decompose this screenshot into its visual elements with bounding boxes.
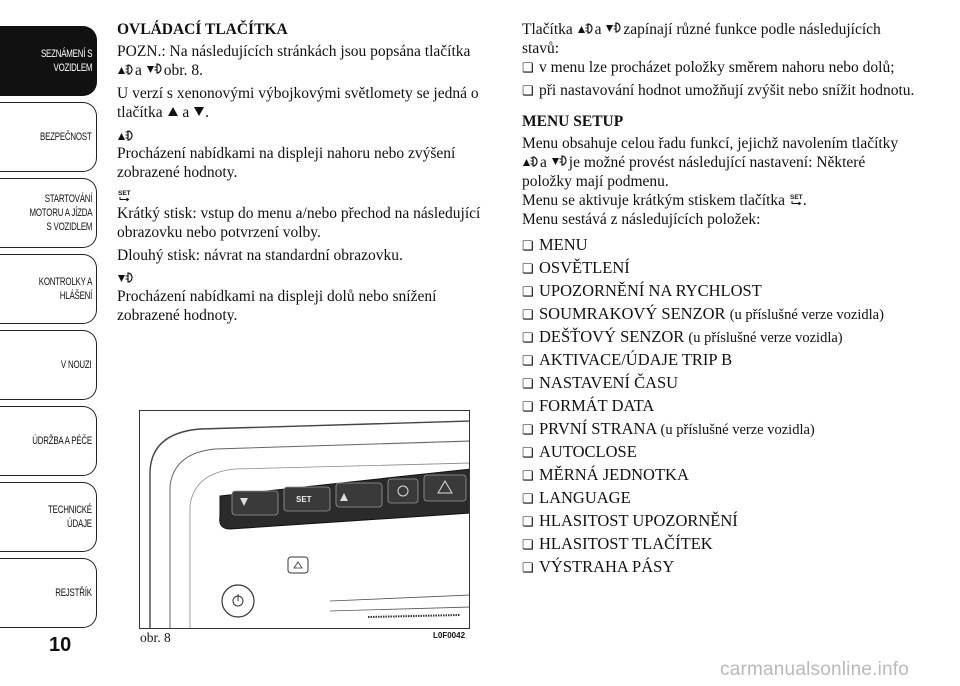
list-item: ❏ FORMÁT DATA: [522, 396, 917, 418]
set-short-description: Krátký stisk: vstup do menu a/nebo přechod na následující obrazovku nebo potvrzení volby.: [117, 205, 481, 241]
down-button-icon: [146, 62, 164, 76]
figure-caption: obr. 8: [140, 630, 171, 645]
left-column: [117, 20, 489, 329]
setup-paragraph: Menu obsahuje celou řadu funkcí, jejichž navolením tlačítky a je možné provést následující nastavení: Některé položky mají podmenu.: [522, 135, 899, 190]
list-item: ❏ LANGUAGE: [522, 488, 917, 510]
right-column: [522, 20, 917, 580]
up-button-icon: [577, 21, 595, 35]
note-paragraph: POZN.: Na následujících stránkách jsou popsána tlačítka a obr. 8.: [117, 43, 471, 79]
dashboard-illustration: [140, 411, 470, 629]
set-button-icon: [789, 192, 803, 206]
set-long-description: Dlouhý stisk: návrat na standardní obrazovku.: [117, 247, 403, 264]
list-item: ❏ v menu lze procházet položky směrem nahoru nebo dolů;: [522, 58, 917, 77]
up-button-icon: [117, 62, 135, 76]
list-item: ❏ PRVNÍ STRANA (u příslušné verze vozidla): [522, 419, 917, 441]
activate-paragraph: Menu se aktivuje krátkým stiskem tlačítka .: [522, 192, 807, 209]
tab-kontrolky[interactable]: KONTROLKY A HLÁŠENÍ: [0, 254, 97, 324]
up-button-icon: [117, 127, 135, 143]
triangle-down-icon: [193, 104, 205, 118]
dashboard-buttons-figure: [139, 410, 470, 629]
list-item: ❏ MENU: [522, 235, 917, 257]
list-item: ❏ AKTIVACE/ÚDAJE TRIP B: [522, 350, 917, 372]
list-item: ❏ MĚRNÁ JEDNOTKA: [522, 465, 917, 487]
down-button-icon: [551, 154, 569, 168]
up-button-icon: [522, 154, 540, 168]
tab-rejstrik[interactable]: REJSTŘÍK: [0, 558, 97, 628]
xenon-paragraph: U verzí s xenonovými výbojkovými světlomety se jedná o tlačítka a .: [117, 85, 479, 121]
list-item: ❏ HLASITOST TLAČÍTEK: [522, 534, 917, 556]
tab-startovani[interactable]: STARTOVÁNÍ MOTORU A JÍZDA S VOZIDLEM: [0, 178, 97, 248]
down-button-icon: [117, 270, 135, 286]
page-number: 10: [49, 634, 72, 656]
set-button-icon: [117, 187, 131, 203]
list-item: ❏ HLASITOST UPOZORNĚNÍ: [522, 511, 917, 533]
list-item: ❏ OSVĚTLENÍ: [522, 258, 917, 280]
list-item: ❏ NASTAVENÍ ČASU: [522, 373, 917, 395]
menu-items-list: [522, 235, 917, 579]
triangle-up-icon: [167, 104, 179, 118]
tab-seznameni[interactable]: SEZNÁMENÍ S VOZIDLEM: [0, 26, 97, 96]
list-item: ❏ SOUMRAKOVÝ SENZOR (u příslušné verze vozidla): [522, 304, 917, 326]
tab-technicke[interactable]: TECHNICKÉ ÚDAJE: [0, 482, 97, 552]
list-item: ❏ UPOZORNĚNÍ NA RYCHLOST: [522, 281, 917, 303]
list-item: ❏ VÝSTRAHA PÁSY: [522, 557, 917, 579]
tab-udrzba[interactable]: ÚDRŽBA A PÉČE: [0, 406, 97, 476]
section-heading: OVLÁDACÍ TLAČÍTKA: [117, 21, 288, 38]
tab-bezpecnost[interactable]: BEZPEČNOST: [0, 102, 97, 172]
intro-paragraph: Tlačítka a zapínají různé funkce podle následujících stavů:: [522, 21, 881, 57]
figure-set-label: SET: [296, 495, 312, 504]
watermark: carmanualsonline.info: [720, 659, 910, 680]
list-item: ❏ DEŠŤOVÝ SENZOR (u příslušné verze vozidla): [522, 327, 917, 349]
down-description: Procházení nabídkami na displeji dolů nebo snížení zobrazené hodnoty.: [117, 288, 437, 324]
down-button-icon: [605, 21, 623, 35]
figure-code: L0F0042: [433, 631, 466, 640]
consists-paragraph: Menu sestává z následujících položek:: [522, 211, 761, 228]
list-item: ❏ při nastavování hodnot umožňují zvýšit nebo snížit hodnotu.: [522, 81, 917, 100]
up-description: Procházení nabídkami na displeji nahoru nebo zvýšení zobrazené hodnoty.: [117, 145, 456, 181]
list-item: ❏ AUTOCLOSE: [522, 442, 917, 464]
tab-v-nouzi[interactable]: V NOUZI: [0, 330, 97, 400]
setup-heading: MENU SETUP: [522, 113, 624, 130]
